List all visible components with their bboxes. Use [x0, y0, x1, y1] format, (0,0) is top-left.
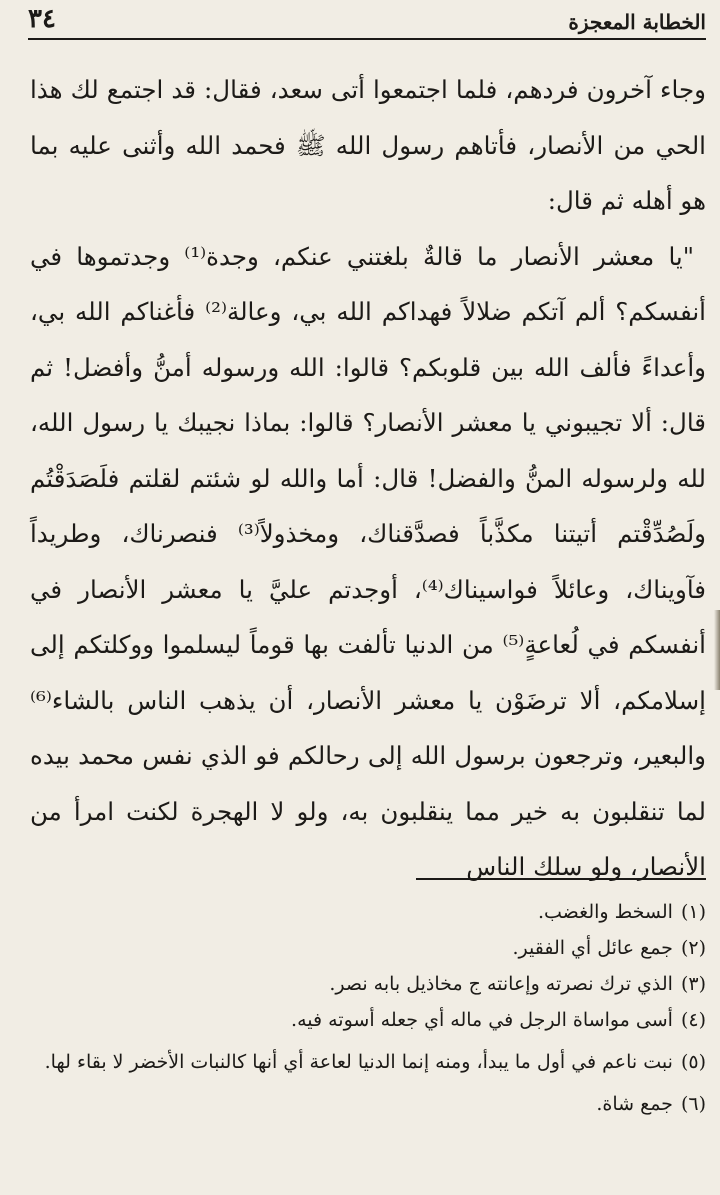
footnote-text: جمع عائل أي الفقير.: [512, 937, 673, 959]
footnotes: [28, 894, 706, 1122]
footnote-text: جمع شاة.: [596, 1093, 673, 1115]
footnote-text: أسى مواساة الرجل في ماله أي جعله أسوته فيه.: [291, 1009, 673, 1031]
page-number: ٣٤: [28, 4, 56, 34]
footnote: [28, 1038, 706, 1086]
footnote: [28, 930, 706, 966]
footnote-number: (٤): [680, 1009, 706, 1031]
main-text: [30, 62, 706, 895]
footnote-number: (٦): [680, 1093, 706, 1115]
footnote-text: الذي ترك نصرته وإعانته ج مخاذيل بابه نصر.: [329, 973, 673, 995]
footnote: [28, 1002, 706, 1038]
footnote-number: (١): [680, 901, 706, 923]
footnote: [28, 894, 706, 930]
paragraph: وجاء آخرون فردهم، فلما اجتمعوا أتى سعد، فقال: قد اجتمع لك هذا الحي من الأنصار، فأتاهم رسول الله ﷺ فحمد الله وأثنى عليه بما هو أهله ثم قال:: [30, 75, 706, 215]
running-title: الخطابة المعجزة: [568, 10, 706, 34]
page-edge-shadow: [714, 610, 720, 690]
footnote-number: (٢): [680, 937, 706, 959]
footnote-separator: [416, 878, 706, 880]
footnote-text: نبت ناعم في أول ما يبدأ، ومنه إنما الدنيا لعاعة أي أنها كالنبات الأخضر لا بقاء لها.: [44, 1051, 673, 1073]
footnote: [28, 966, 706, 1002]
footnote-number: (٣): [680, 973, 706, 995]
running-header: [28, 4, 706, 40]
paragraph: "يا معشر الأنصار ما قالةٌ بلغتني عنكم، وجدة⁽¹⁾ وجدتموها في أنفسكم؟ ألم آتكم ضلالاً فهداكم الله بي، وعالة⁽²⁾ فأغناكم الله بي، وأعداءً فألف الله بين قلوبكم؟ قالوا: الله ورسوله أمنُّ وأفضل! ثم قال: ألا تجيبوني يا معشر الأنصار؟ قالوا: بماذا نجيبك يا رسول الله، لله ولرسوله المنُّ والفضل! قال: أما والله لو شئتم لقلتم فلَصَدَقْتُم ولَصُدِّقْتم أتيتنا مكذَّباً فصدَّقناك، ومخذولاً⁽³⁾ فنصرناك، وطريداً فآويناك، وعائلاً فواسيناك⁽⁴⁾، أوجدتم عليَّ يا معشر الأنصار في أنفسكم في لُعاعةٍ⁽⁵⁾ من الدنيا تألفت بها قوماً ليسلموا ووكلتكم إلى إسلامكم، ألا ترضَوْن يا معشر الأنصار، أن يذهب الناس بالشاء⁽⁶⁾ والبعير، وترجعون برسول الله إلى رحالكم فو الذي نفس محمد بيده لما تنقلبون به خير مما ينقلبون به، ولو لا الهجرة لكنت امرأ من الأنصار، ولو سلك الناس: [30, 241, 706, 881]
footnote: [28, 1086, 706, 1122]
footnote-number: (٥): [680, 1051, 706, 1073]
footnote-text: السخط والغضب.: [537, 901, 673, 923]
